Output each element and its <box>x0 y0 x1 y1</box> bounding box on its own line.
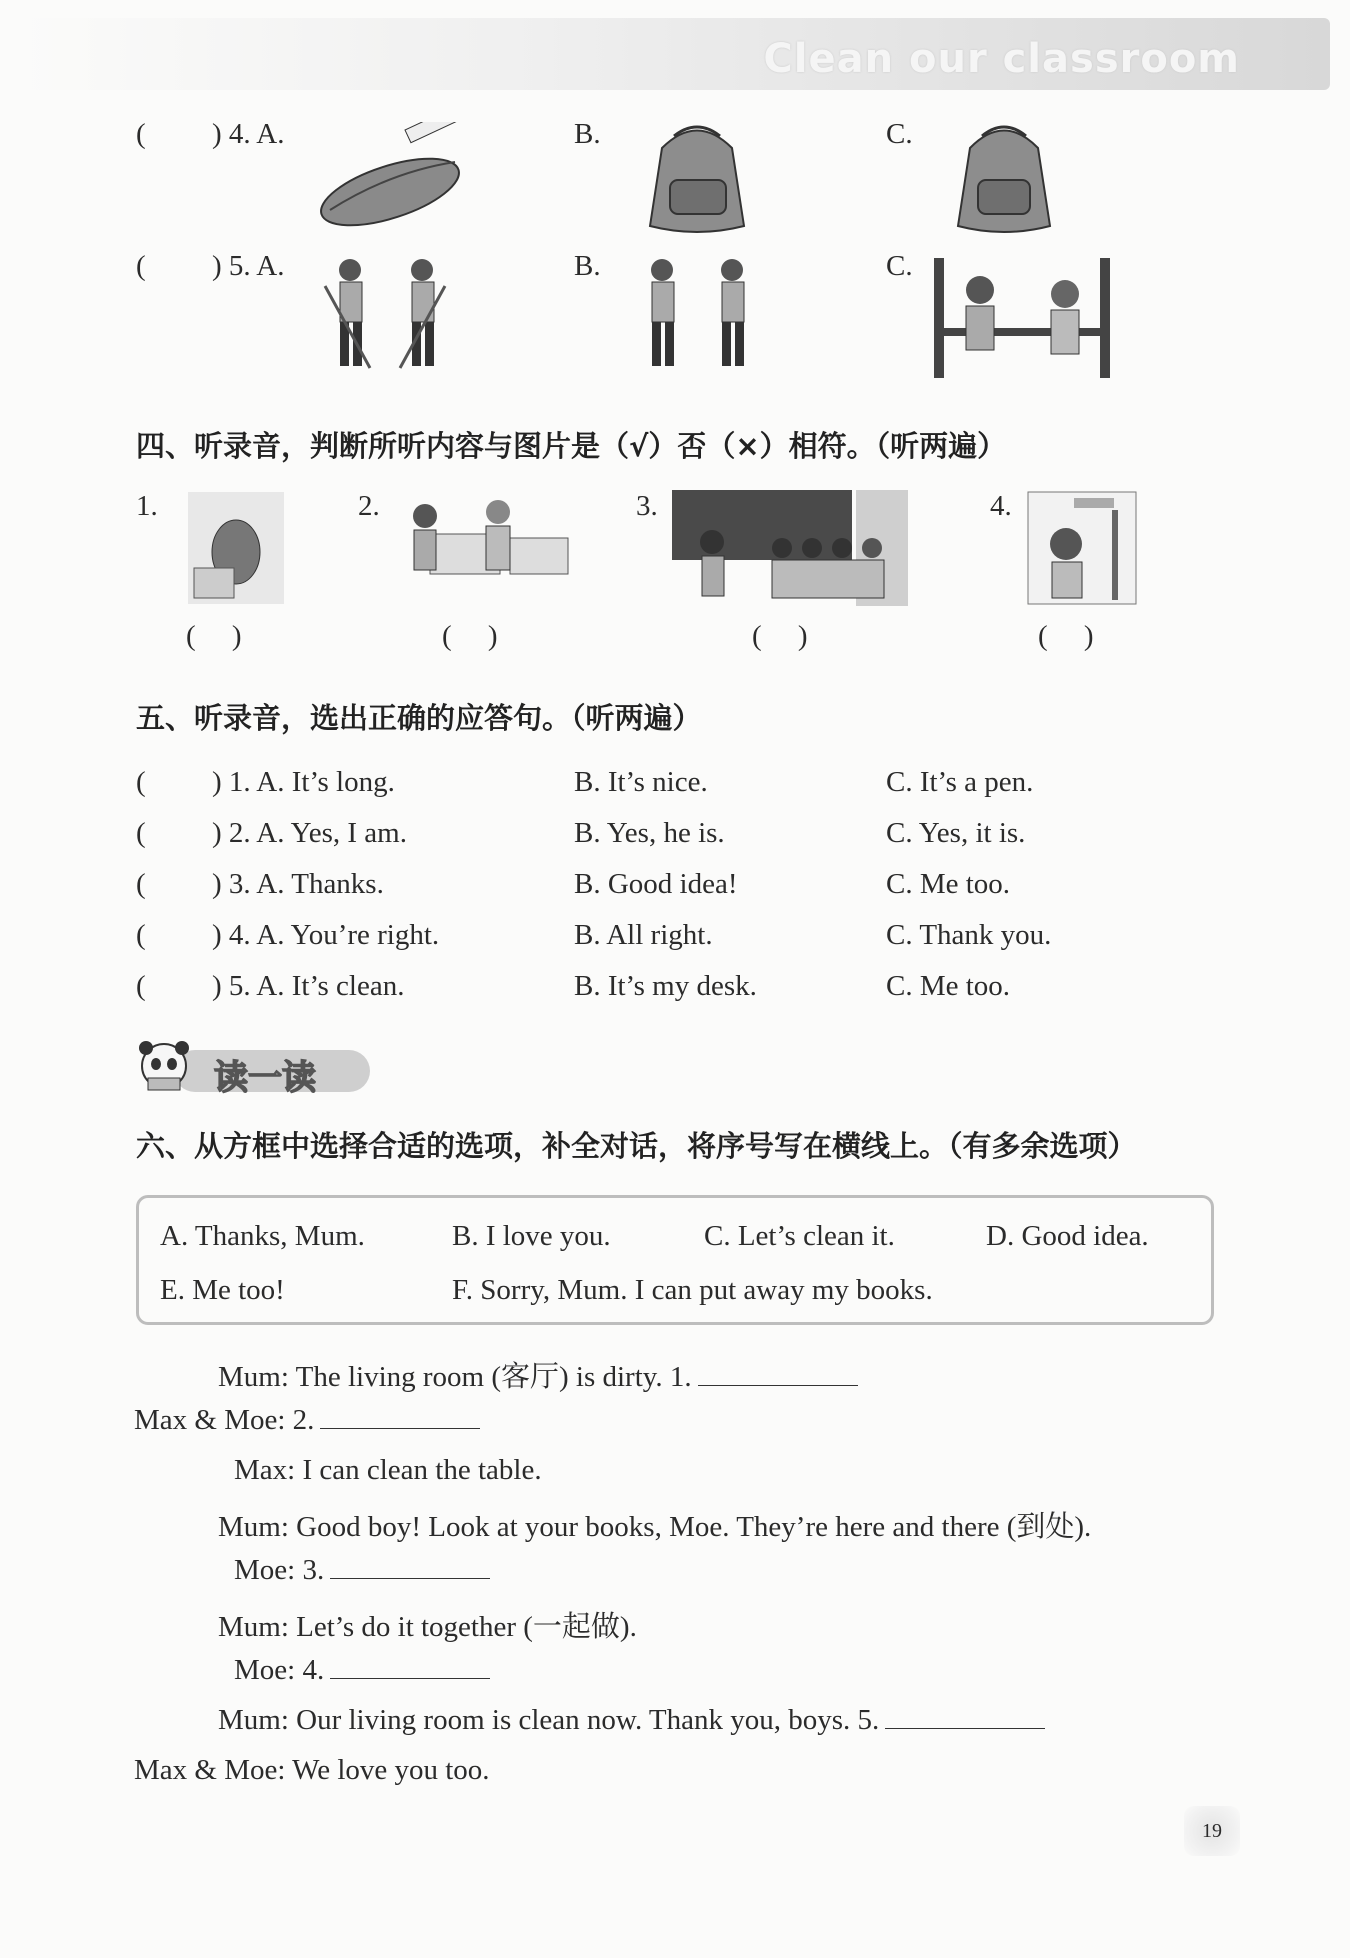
dialogue-text: Moe: 4. <box>234 1654 325 1686</box>
answer-paren: ( ) <box>752 620 808 652</box>
classroom-blackboard-picture <box>672 490 908 606</box>
q4-option-c: C. <box>886 118 913 150</box>
read-section-badge <box>134 1038 372 1098</box>
children-cleaning-window-picture <box>930 254 1115 382</box>
dialogue-line <box>218 1504 1091 1545</box>
dialogue-text: Mum: Good boy! Look at your books, Moe. They’re here and there (到处). <box>218 1511 1092 1543</box>
answer-paren-open: ( <box>136 250 146 282</box>
s5-option-c: C. Thank you. <box>886 919 1052 951</box>
dialogue-text: Mum: The living room (客厅) is dirty. 1. <box>218 1361 692 1393</box>
section4-title: 四、听录音，判断所听内容与图片是（√）否（×）相符。（听两遍） <box>136 429 1007 463</box>
answer-paren: ( ) <box>442 620 498 652</box>
answer-paren-open: ( <box>136 118 146 150</box>
option-b: B. I love you. <box>452 1220 611 1252</box>
dialogue-line <box>234 1654 490 1687</box>
answer-blank[interactable] <box>698 1363 858 1386</box>
s4-item-number: 1. <box>136 490 158 522</box>
dialogue-line <box>218 1354 858 1395</box>
s5-option-c: C. Yes, it is. <box>886 817 1026 849</box>
boys-sweeping-picture <box>310 256 460 376</box>
dialogue-text: Mum: Let’s do it together (一起做). <box>218 1611 637 1643</box>
boys-at-desks-picture <box>400 494 570 606</box>
answer-blank[interactable] <box>320 1406 480 1429</box>
answer-paren-open: ( <box>136 766 146 798</box>
dialogue-text: Max: I can clean the table. <box>234 1454 542 1486</box>
boy-and-girl-picture <box>632 256 762 376</box>
cleaning-robot-picture <box>188 492 284 604</box>
section6-title: 六、从方框中选择合适的选项，补全对话，将序号写在横线上。（有多余选项） <box>136 1129 1137 1163</box>
s4-item-number: 3. <box>636 490 658 522</box>
dialogue-line <box>234 1554 490 1587</box>
answer-paren: ( ) <box>1038 620 1094 652</box>
q5-number: ) 5. A. <box>212 250 285 282</box>
q5-option-b: B. <box>574 250 601 282</box>
unit-title: Clean our classroom <box>763 36 1240 82</box>
s5-option-b: B. It’s nice. <box>574 766 708 798</box>
s4-item-number: 2. <box>358 490 380 522</box>
answer-blank[interactable] <box>885 1706 1045 1729</box>
page-number: 19 <box>1184 1806 1240 1856</box>
girl-at-door-picture <box>1026 490 1138 606</box>
dialogue-text: Moe: 3. <box>234 1554 325 1586</box>
option-d: D. Good idea. <box>986 1220 1149 1252</box>
answer-blank[interactable] <box>330 1556 490 1579</box>
s5-option-b: B. It’s my desk. <box>574 970 757 1002</box>
answer-blank[interactable] <box>330 1656 490 1679</box>
answer-paren-open: ( <box>136 817 146 849</box>
q5-option-c: C. <box>886 250 913 282</box>
s5-question: ) 4. A. You’re right. <box>212 919 440 951</box>
answer-paren-open: ( <box>136 868 146 900</box>
s5-question: ) 2. A. Yes, I am. <box>212 817 407 849</box>
answer-paren: ( ) <box>186 620 242 652</box>
s5-option-c: C. Me too. <box>886 970 1011 1002</box>
s5-option-b: B. Yes, he is. <box>574 817 725 849</box>
option-a: A. Thanks, Mum. <box>160 1220 365 1252</box>
backpack-picture <box>944 118 1064 236</box>
s4-item-number: 4. <box>990 490 1012 522</box>
s5-question: ) 5. A. It’s clean. <box>212 970 405 1002</box>
option-c: C. Let’s clean it. <box>704 1220 895 1252</box>
pencil-case-picture <box>310 122 470 232</box>
dialogue-line <box>218 1704 1045 1737</box>
s5-option-b: B. Good idea! <box>574 868 738 900</box>
section5-title: 五、听录音，选出正确的应答句。（听两遍） <box>136 701 702 735</box>
s5-option-c: C. It’s a pen. <box>886 766 1034 798</box>
answer-paren-open: ( <box>136 970 146 1002</box>
dialogue-line <box>234 1454 542 1487</box>
s5-option-b: B. All right. <box>574 919 713 951</box>
dialogue-text: Max & Moe: We love you too. <box>134 1754 490 1786</box>
dialogue-text: Max & Moe: 2. <box>134 1404 315 1436</box>
s5-question: ) 1. A. It’s long. <box>212 766 395 798</box>
q4-option-b: B. <box>574 118 601 150</box>
dialogue-line <box>134 1754 490 1787</box>
s5-question: ) 3. A. Thanks. <box>212 868 384 900</box>
backpack-picture <box>632 118 762 236</box>
q4-number: ) 4. A. <box>212 118 285 150</box>
option-f: F. Sorry, Mum. I can put away my books. <box>452 1274 933 1306</box>
dialogue-line <box>134 1404 480 1437</box>
s5-option-c: C. Me too. <box>886 868 1011 900</box>
dialogue-line <box>218 1604 637 1645</box>
option-e: E. Me too! <box>160 1274 285 1306</box>
dialogue-text: Mum: Our living room is clean now. Thank you, boys. 5. <box>218 1704 880 1736</box>
answer-paren-open: ( <box>136 919 146 951</box>
panda-icon <box>134 1038 194 1094</box>
badge-label: 读一读 <box>214 1058 316 1098</box>
